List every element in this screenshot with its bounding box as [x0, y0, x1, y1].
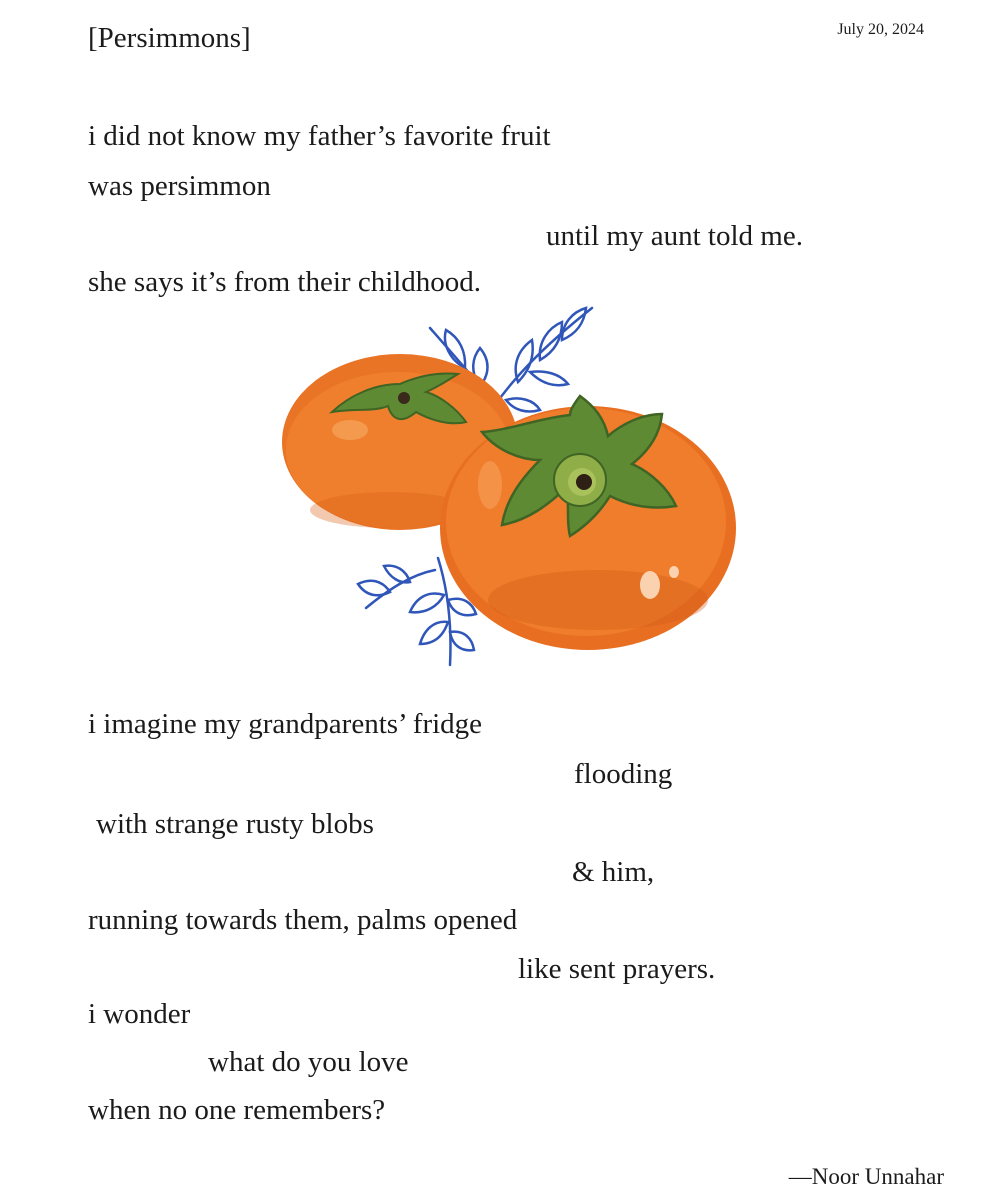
poem-line: she says it’s from their childhood.: [88, 266, 482, 298]
poem-line: running towards them, palms opened: [88, 904, 518, 936]
poem-line: with strange rusty blobs: [96, 808, 374, 840]
poem-line: when no one remembers?: [88, 1094, 386, 1126]
poem-line: what do you love: [208, 1046, 409, 1078]
poem-title: [Persimmons]: [88, 22, 251, 54]
poem-line: until my aunt told me.: [546, 220, 803, 252]
poem-line: was persimmon: [88, 170, 271, 202]
poem-date: July 20, 2024: [837, 21, 924, 38]
poem-line: flooding: [574, 758, 673, 790]
poem-line: & him,: [572, 856, 655, 888]
poem-line: like sent prayers.: [518, 953, 716, 985]
author-signature: —Noor Unnahar: [788, 1164, 944, 1189]
poem-line: i did not know my father’s favorite fruit: [88, 120, 551, 152]
poem-line: i wonder: [88, 998, 191, 1030]
persimmon-front-icon: [440, 396, 736, 650]
persimmon-illustration: [270, 300, 750, 680]
poem-line: i imagine my grandparents’ fridge: [88, 708, 483, 740]
